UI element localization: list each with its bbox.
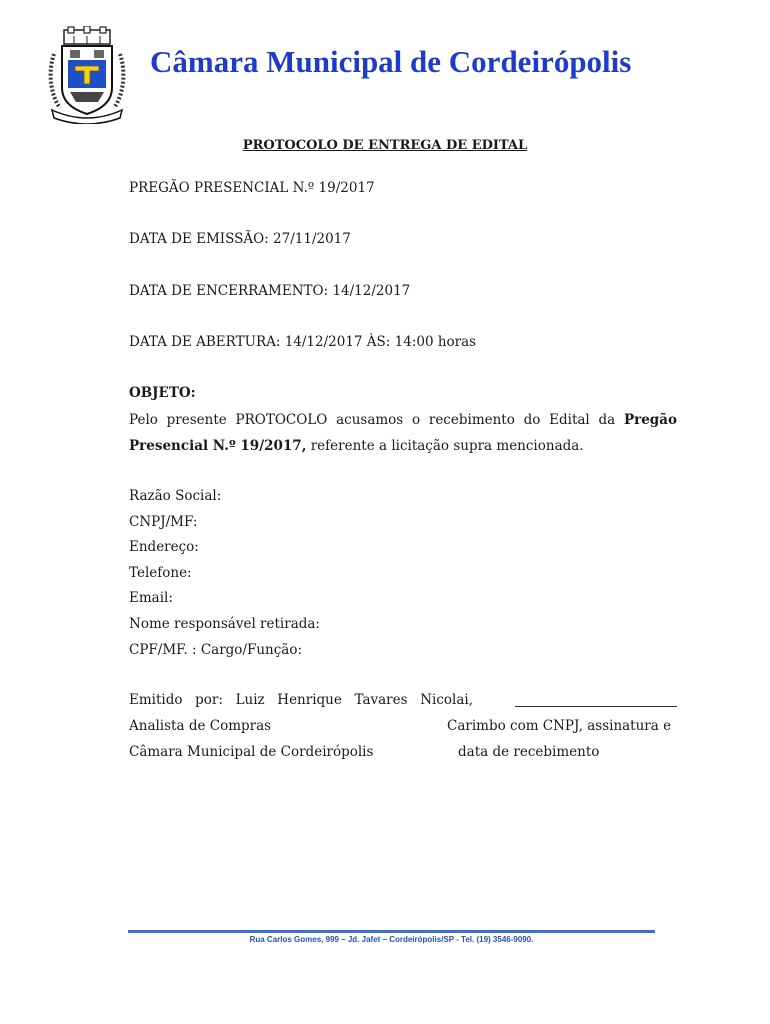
objeto-label: OBJETO: <box>129 385 196 401</box>
emitido-por <box>129 692 473 708</box>
razao-social-label: Razão Social: <box>129 488 222 504</box>
coat-of-arms-icon <box>46 26 128 124</box>
responsavel-label: Nome responsável retirada: <box>129 616 320 632</box>
objeto-paragraph <box>129 408 677 459</box>
objeto-text-start: Pelo presente PROTOCOLO acusamos o recebimento do Edital da <box>129 412 616 428</box>
emitido-word: Nicolai, <box>420 692 473 708</box>
opening-date: DATA DE ABERTURA: 14/12/2017 ÀS: 14:00 horas <box>129 334 477 350</box>
objeto-text-end: referente a licitação supra mencionada. <box>310 437 584 454</box>
emitido-word: Henrique <box>277 692 342 708</box>
stamp-instruction-2: data de recebimento <box>458 744 600 760</box>
emitido-word: Tavares <box>354 692 408 708</box>
signature-line <box>515 706 677 707</box>
stamp-instruction-1: Carimbo com CNPJ, assinatura e <box>447 718 672 734</box>
emission-date: DATA DE EMISSÃO: 27/11/2017 <box>129 231 351 247</box>
endereco-label: Endereço: <box>129 539 199 555</box>
footer-divider <box>128 930 655 933</box>
emitido-word: Emitido <box>129 692 183 708</box>
pregao-number: PREGÃO PRESENCIAL N.º 19/2017 <box>129 180 375 196</box>
issuer-organization: Câmara Municipal de Cordeirópolis <box>129 744 374 760</box>
document-title: PROTOCOLO DE ENTREGA DE EDITAL <box>242 138 528 153</box>
cnpj-label: CNPJ/MF: <box>129 514 198 530</box>
objeto-pregao-bold: Pregão Presencial N.º 19/2017, <box>129 412 677 454</box>
email-label: Email: <box>129 590 173 606</box>
telefone-label: Telefone: <box>129 565 192 581</box>
footer-address: Rua Carlos Gomes, 999 – Jd. Jafet – Cordeirópolis/SP - Tel. (19) 3546-9090. <box>249 935 534 944</box>
closing-date: DATA DE ENCERRAMENTO: 14/12/2017 <box>129 283 411 299</box>
emitido-word: Luiz <box>235 692 265 708</box>
issuer-role: Analista de Compras <box>129 718 272 734</box>
emitido-word: por: <box>195 692 223 708</box>
organization-title: Câmara Municipal de Cordeirópolis <box>150 44 632 79</box>
cpf-cargo-label: CPF/MF. : Cargo/Função: <box>129 642 303 658</box>
